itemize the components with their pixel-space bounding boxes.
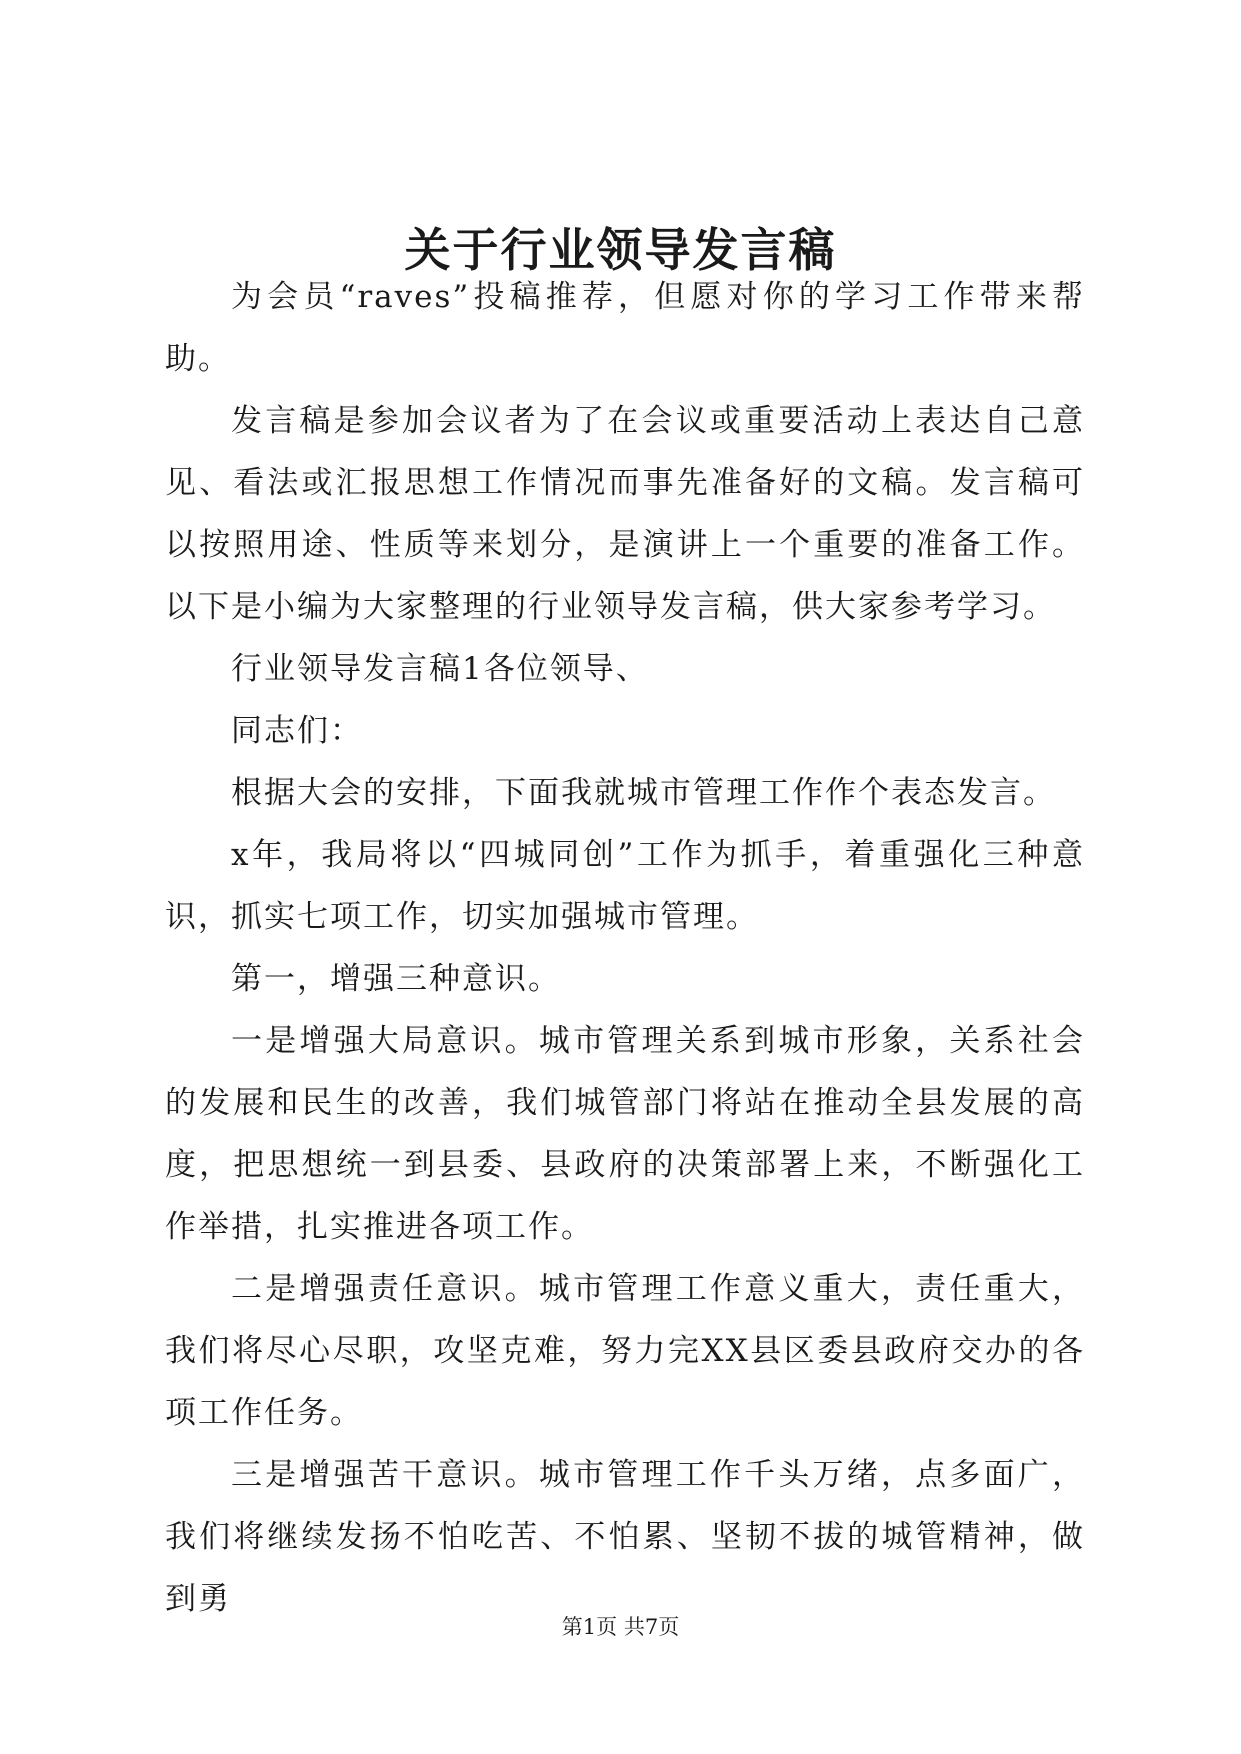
- document-title: 关于行业领导发言稿: [404, 223, 837, 277]
- paragraph: 同志们：: [231, 713, 363, 749]
- paragraph: 第一，增强三种意识。: [231, 961, 561, 997]
- paragraph: 行业领导发言稿1各位领导、: [231, 651, 649, 687]
- paragraph: 三是增强苦干意识。城市管理工作千头万绪，点多面广，我们将继续发扬不怕吃苦、不怕累、坚韧不拔的城管精神，做到勇: [165, 1457, 1085, 1617]
- paragraph: 根据大会的安排，下面我就城市管理工作作个表态发言。: [231, 775, 1056, 811]
- page-number-footer: 第1页 共7页: [561, 1615, 680, 1639]
- paragraph: 二是增强责任意识。城市管理工作意义重大，责任重大，我们将尽心尽职，攻坚克难，努力完XX县区委县政府交办的各项工作任务。: [165, 1271, 1085, 1431]
- document-body: [165, 266, 1085, 1630]
- paragraph: 发言稿是参加会议者为了在会议或重要活动上表达自己意见、看法或汇报思想工作情况而事先准备好的文稿。发言稿可以按照用途、性质等来划分，是演讲上一个重要的准备工作。以下是小编为大家整理的行业领导发言稿，供大家参考学习。: [165, 403, 1085, 625]
- paragraph: 为会员“raves”投稿推荐，但愿对你的学习工作带来帮助。: [165, 279, 1085, 377]
- paragraph: x年，我局将以“四城同创”工作为抓手，着重强化三种意识，抓实七项工作，切实加强城市管理。: [165, 837, 1085, 935]
- paragraph: 一是增强大局意识。城市管理关系到城市形象，关系社会的发展和民生的改善，我们城管部门将站在推动全县发展的高度，把思想统一到县委、县政府的决策部署上来，不断强化工作举措，扎实推进各项工作。: [165, 1023, 1085, 1245]
